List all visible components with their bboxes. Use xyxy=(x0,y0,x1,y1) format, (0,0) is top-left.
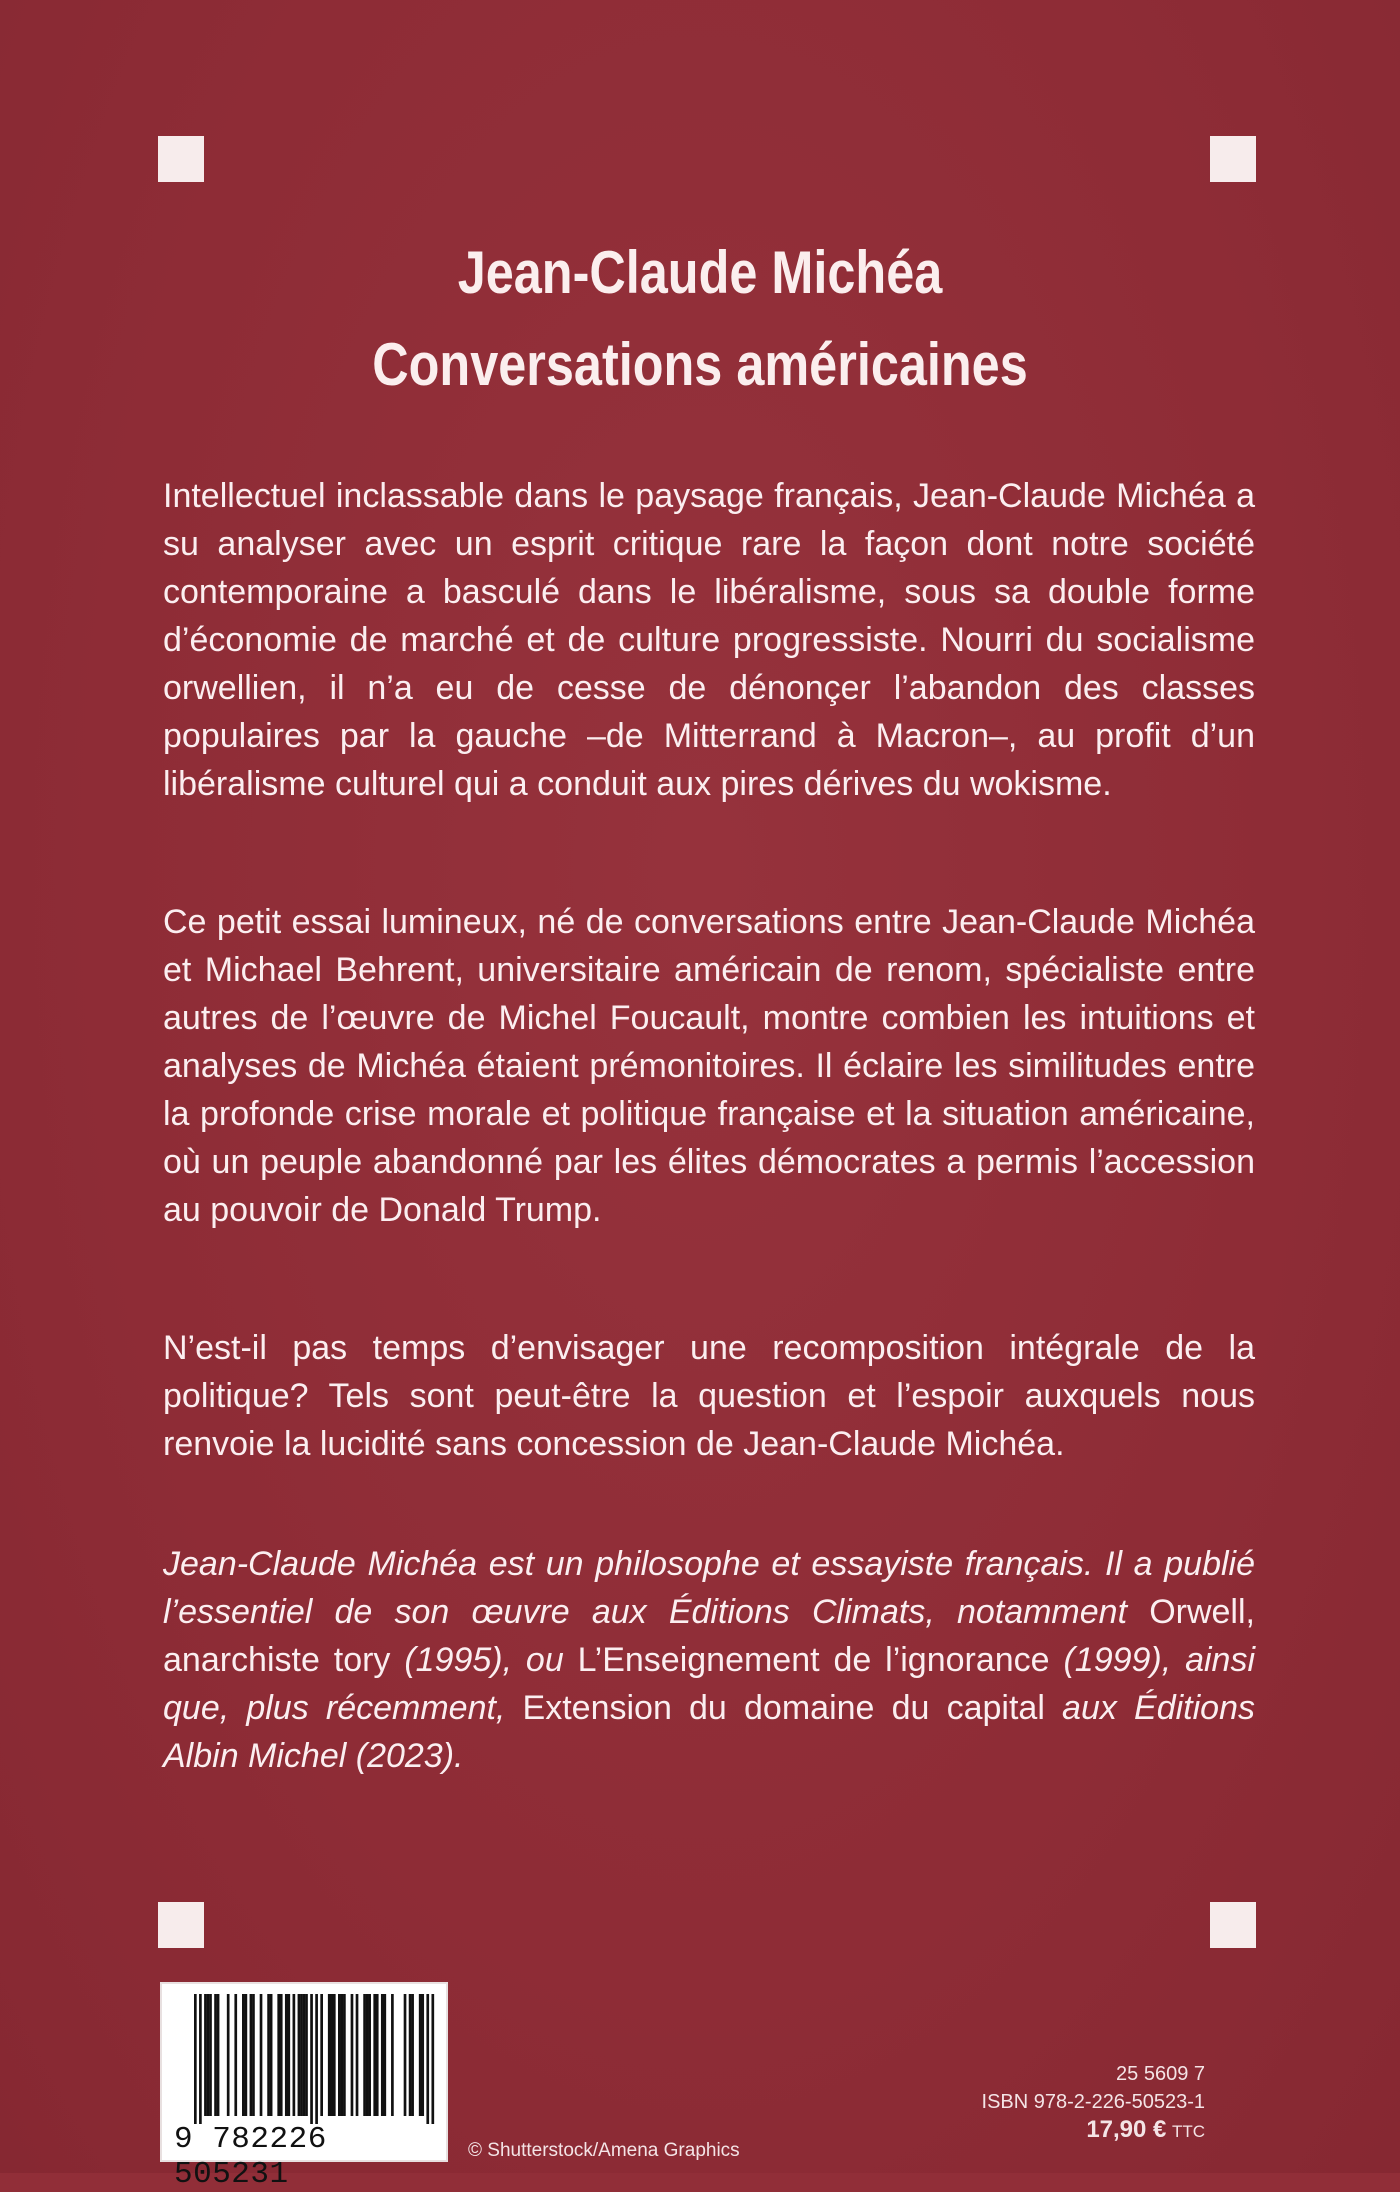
bio-work-title: Extension du domaine du capital xyxy=(522,1689,1045,1727)
barcode-bar xyxy=(227,1994,230,2116)
barcode-bar xyxy=(356,1994,359,2116)
barcode-bar xyxy=(242,1994,245,2116)
barcode-bar xyxy=(300,1994,303,2116)
barcode-bar xyxy=(421,1994,424,2116)
barcode-bar xyxy=(373,1994,376,2116)
barcode-bar xyxy=(343,1994,346,2116)
price-suffix: TTC xyxy=(1171,2122,1205,2141)
barcode-bar xyxy=(315,1994,318,2124)
decorative-square-top-right xyxy=(1210,136,1256,182)
barcode xyxy=(160,1982,448,2192)
barcode-bars xyxy=(172,1994,440,2124)
bio-work-title: Orwell, anarchiste tory xyxy=(163,1593,1255,1679)
barcode-bar xyxy=(431,1994,434,2124)
barcode-bar xyxy=(391,1994,394,2116)
price: 17,90 € xyxy=(1086,2116,1167,2143)
decorative-square-top-left xyxy=(158,136,204,182)
image-credit: © Shutterstock/Amena Graphics xyxy=(468,2140,740,2161)
barcode-bar xyxy=(199,1994,202,2124)
author-bio xyxy=(163,1540,1255,1780)
decorative-square-bottom-right xyxy=(1210,1902,1256,1948)
bio-text: (1999), ainsi que, plus récemment, xyxy=(163,1641,1256,1727)
barcode-bar xyxy=(214,1994,217,2116)
price-line xyxy=(982,2116,1205,2146)
barcode-digits: 9 782226 505231 xyxy=(174,2122,327,2192)
barcode-bar xyxy=(320,1994,323,2116)
book-metadata xyxy=(982,2060,1205,2146)
barcode-bar xyxy=(305,1994,308,2116)
barcode-bar xyxy=(293,1994,296,2116)
barcode-bar xyxy=(277,1994,280,2116)
bio-text: Jean-Claude Michéa est un philosophe et essayiste français. Il a publié l’essentiel de son œuvre aux Éditions Climats, notamment xyxy=(163,1545,1255,1631)
barcode-bar xyxy=(330,1994,333,2116)
bio-text: (1995), ou xyxy=(390,1641,578,1679)
barcode-bar xyxy=(285,1994,288,2116)
book-title: Conversations américaines xyxy=(372,331,1028,398)
barcode-bar xyxy=(411,1994,414,2116)
product-code: 25 5609 7 xyxy=(1116,2063,1205,2085)
bio-work-title: L’Enseignement de l’ignorance xyxy=(577,1641,1050,1679)
barcode-bar xyxy=(404,1994,407,2116)
barcode-bar xyxy=(338,1994,341,2116)
barcode-bar xyxy=(270,1994,273,2116)
barcode-bar xyxy=(260,1994,263,2116)
barcode-bar xyxy=(217,1994,220,2116)
barcode-bar xyxy=(252,1994,255,2116)
barcode-bar xyxy=(245,1994,248,2116)
barcode-bar xyxy=(207,1994,210,2116)
barcode-bar xyxy=(209,1994,212,2116)
barcode-bar xyxy=(234,1994,237,2116)
barcode-bar xyxy=(366,1994,369,2116)
barcode-bar xyxy=(376,1994,379,2116)
barcode-bar xyxy=(351,1994,354,2116)
barcode-bar xyxy=(409,1994,412,2116)
bio-text: aux Éditions Albin Michel (2023). xyxy=(163,1689,1255,1775)
barcode-bar xyxy=(419,1994,422,2116)
barcode-bar xyxy=(341,1994,344,2116)
barcode-bar xyxy=(368,1994,371,2116)
barcode-bar xyxy=(363,1994,366,2116)
blurb-paragraph-3: N’est-il pas temps d’envisager une recomposition intégrale de la politique? Tels sont peut-être la question et l’espoir auxquels nous renvoie la lucidité sans concession de Jean-Claude Michéa. xyxy=(163,1329,1255,1463)
barcode-bar xyxy=(204,1994,207,2116)
barcode-bar xyxy=(280,1994,283,2116)
blurb-paragraph-1: Intellectuel inclassable dans le paysage français, Jean-Claude Michéa a su analyser avec un esprit critique rare la façon dont notre société contemporaine a basculé dans le libéralisme, sous sa double forme d’économie de marché et de culture progressiste. Nourri du socialisme orwellien, il n’a eu de cesse de dénonçer l’abandon des classes populaires par la gauche –de Mitterrand à Macron–, au profit d’un libéralisme culturel qui a conduit aux pires dérives du wokisme. xyxy=(163,477,1255,803)
isbn: ISBN 978-2-226-50523-1 xyxy=(981,2091,1205,2113)
barcode-bar xyxy=(250,1994,253,2116)
decorative-square-bottom-left xyxy=(158,1902,204,1948)
barcode-bar xyxy=(287,1994,290,2116)
blurb-paragraph-2: Ce petit essai lumineux, né de conversations entre Jean-Claude Michéa et Michael Behrent, universitaire américain de renom, spécialiste entre autres de l’œuvre de Michel Foucault, montre combien les intuitions et analyses de Michéa étaient prémonitoires. Il éclaire les similitudes entre la profonde crise morale et politique française et la situation américaine, où un peuple abandonné par les élites démocrates a permis l’accession au pouvoir de Donald Trump. xyxy=(163,903,1255,1229)
barcode-bar xyxy=(267,1994,270,2116)
barcode-bar xyxy=(426,1994,429,2124)
barcode-bar xyxy=(383,1994,386,2116)
barcode-bar xyxy=(310,1994,313,2124)
barcode-bar xyxy=(194,1994,197,2124)
barcode-bar xyxy=(381,1994,384,2116)
barcode-bar xyxy=(333,1994,336,2116)
barcode-bar xyxy=(328,1994,331,2116)
barcode-bar xyxy=(298,1994,301,2116)
author-name: Jean-Claude Michéa xyxy=(457,239,943,306)
barcode-bar xyxy=(303,1994,306,2116)
